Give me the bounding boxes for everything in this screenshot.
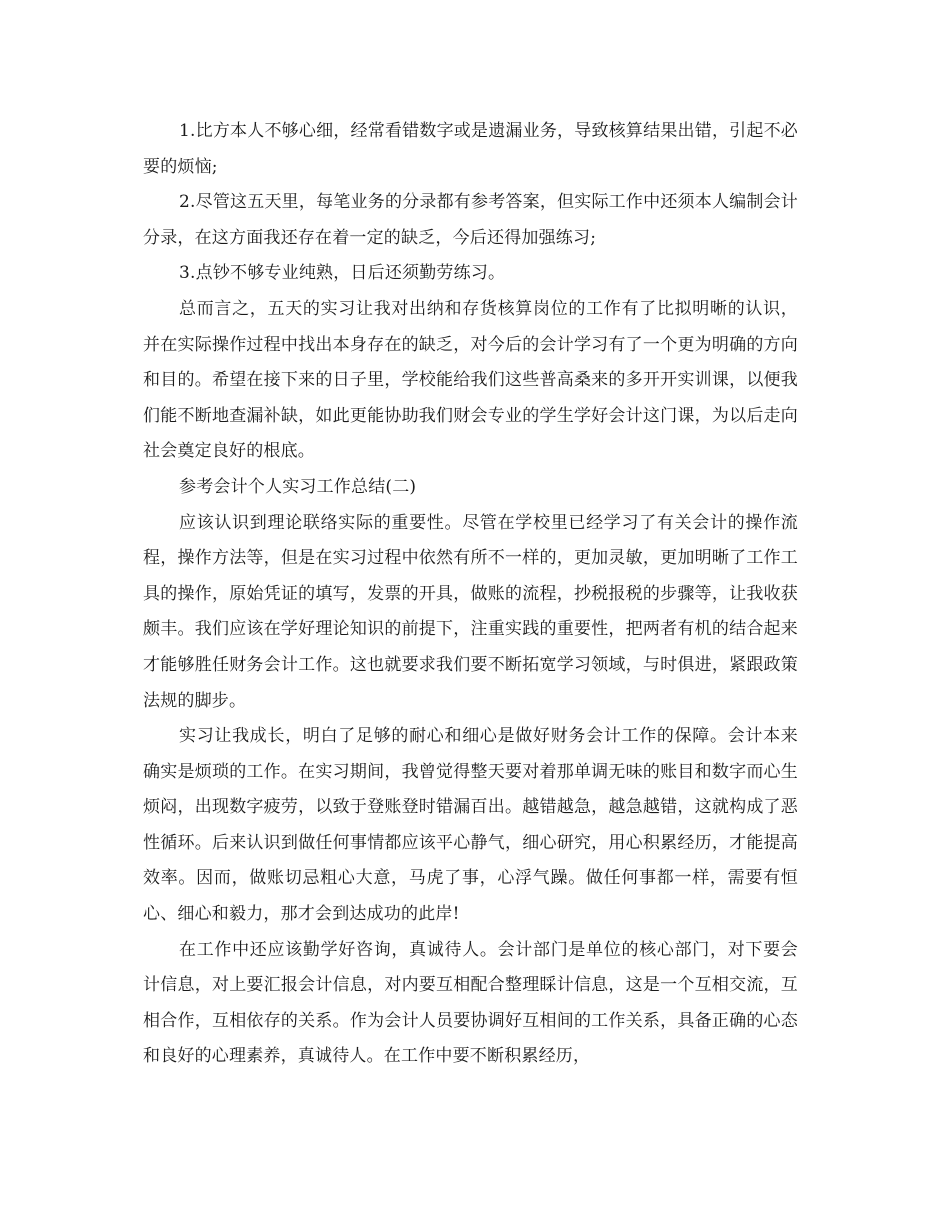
section-heading: 参考会计个人实习工作总结(二) — [179, 476, 417, 497]
list-item-3: 3.点钞不够专业纯熟，日后还须勤劳练习。 — [179, 263, 506, 284]
body-paragraph: 在工作中还应该勤学好咨询，真诚待人。会计部门是单位的核心部门，对下要会计信息，对上要汇报会计信息，对内要互相配合整理睬计信息，这是一个互相交流，互相合作，互相依存的关系。作为会计人员要协调好互相间的工作关系，具备正确的心态和良好的心理素养，真诚待人。在工作中要不断积累经历， — [143, 939, 798, 1067]
list-item-1: 1.比方本人不够心细，经常看错数字或是遗漏业务，导致核算结果出错，引起不必要的烦恼; — [143, 121, 798, 177]
body-paragraph: 实习让我成长，明白了足够的耐心和细心是做好财务会计工作的保障。会计本来确实是烦琐的工作。在实习期间，我曾觉得整天要对着那单调无味的账目和数字而心生烦闷，出现数字疲劳，以致于登账登时错漏百出。越错越急，越急越错，这就构成了恶性循环。后来认识到做任何事情都应该平心静气，细心研究，用心积累经历，才能提高效率。因而，做账切忌粗心大意，马虎了事，心浮气躁。做任何事都一样，需要有恒心、细心和毅力，那才会到达成功的此岸! — [143, 726, 798, 925]
document-body — [143, 114, 798, 1075]
body-paragraph: 应该认识到理论联络实际的重要性。尽管在学校里已经学习了有关会计的操作流程，操作方法等，但是在实习过程中依然有所不一样的，更加灵敏，更加明晰了工作工具的操作，原始凭证的填写，发票的开具，做账的流程，抄税报税的步骤等，让我收获颇丰。我们应该在学好理论知识的前提下，注重实践的重要性，把两者有机的结合起来才能够胜任财务会计工作。这也就要求我们要不断拓宽学习领域，与时俱进，紧跟政策法规的脚步。 — [143, 512, 798, 711]
summary-paragraph: 总而言之，五天的实习让我对出纳和存货核算岗位的工作有了比拟明晰的认识，并在实际操作过程中找出本身存在的缺乏，对今后的会计学习有了一个更为明确的方向和目的。希望在接下来的日子里，学校能给我们这些普高桑来的多开开实训课，以便我们能不断地查漏补缺，如此更能协助我们财会专业的学生学好会计这门课，为以后走向社会奠定良好的根底。 — [143, 298, 798, 462]
list-item-2: 2.尽管这五天里，每笔业务的分录都有参考答案，但实际工作中还须本人编制会计分录，在这方面我还存在着一定的缺乏，今后还得加强练习; — [143, 192, 798, 248]
